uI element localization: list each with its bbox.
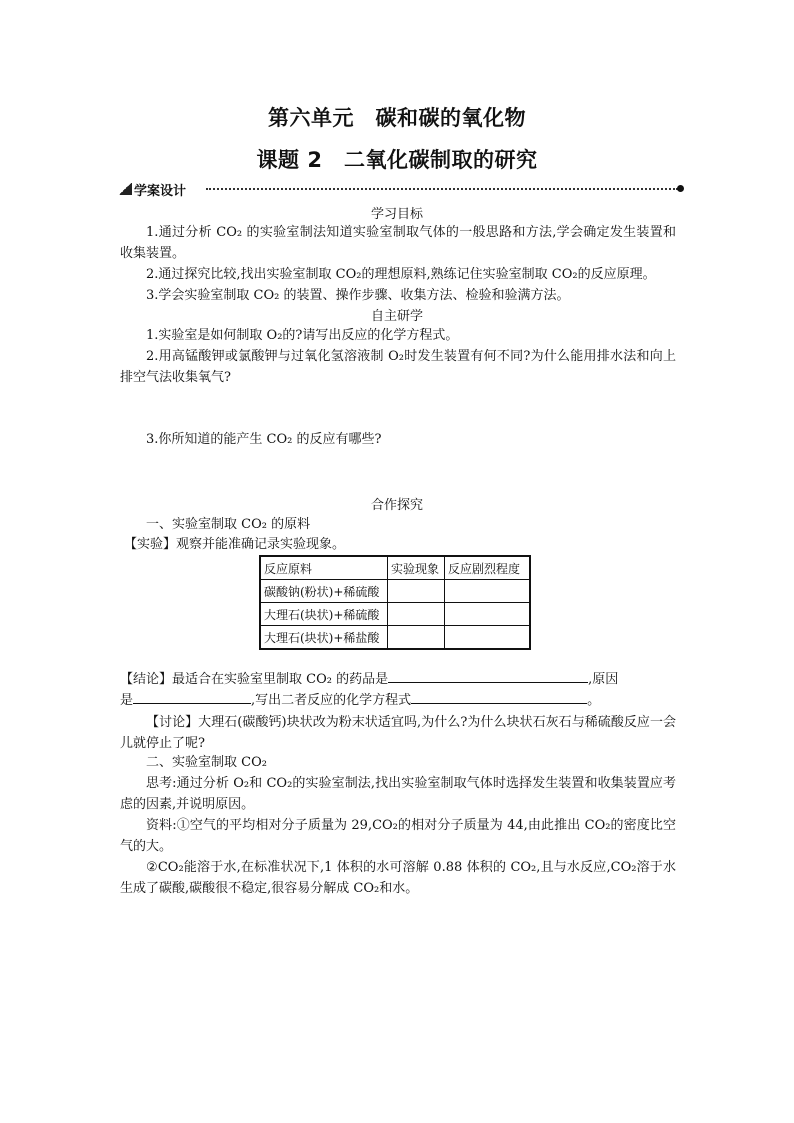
self-question-3: 3.你所知道的能产生 CO₂ 的反应有哪些? [146, 432, 382, 447]
answer-blank[interactable] [388, 668, 588, 683]
lesson-title: 课题 2 二氧化碳制取的研究 [256, 148, 538, 172]
conclusion-text: 是 [120, 693, 134, 708]
experiment-table [259, 555, 531, 650]
heading-cooperative: 合作探究 [370, 498, 423, 513]
table-row [260, 626, 530, 650]
conclusion-text: 【结论】最适合在实验室里制取 CO₂ 的药品是 [120, 672, 389, 687]
goal-item: 3.学会实验室制取 CO₂ 的装置、操作步骤、收集方法、检验和验满方法。 [146, 288, 570, 303]
conclusion-text: 。 [587, 693, 601, 708]
table-header: 实验现象 [388, 556, 445, 580]
table-cell-blank [445, 603, 531, 626]
experiment-instruction: 【实验】观察并能准确记录实验现象。 [124, 537, 346, 552]
rule-end-dot [677, 185, 684, 192]
conclusion-line-1 [120, 668, 676, 690]
think-question: 思考:通过分析 O₂和 CO₂的实验室制法,找出实验室制取气体时选择发生装置和收集装置应考虑的因素,并说明原因。 [120, 776, 676, 812]
table-cell-blank [445, 626, 531, 650]
goal-item: 1.通过分析 CO₂ 的实验室制法知道实验室制取气体的一般思路和方法,学会确定发生装置和收集装置。 [120, 225, 676, 261]
table-header: 反应剧烈程度 [445, 556, 531, 580]
heading-self-study: 自主研学 [370, 309, 423, 324]
table-cell: 大理石(块状)+稀盐酸 [260, 626, 388, 650]
table-cell: 碳酸钠(粉状)+稀硫酸 [260, 580, 388, 603]
part-1-heading: 一、实验室制取 CO₂ 的原料 [146, 517, 311, 532]
table-row [260, 580, 530, 603]
self-question-1: 1.实验室是如何制取 O₂的?请写出反应的化学方程式。 [146, 328, 459, 343]
table-cell-blank [388, 626, 445, 650]
dotted-rule [206, 188, 678, 190]
table-cell: 大理石(块状)+稀硫酸 [260, 603, 388, 626]
band-label: 学案设计 [134, 184, 187, 199]
section-band [118, 180, 684, 198]
table-header-row [260, 556, 530, 580]
discussion: 【讨论】大理石(碳酸钙)块状改为粉末状适宜吗,为什么?为什么块状石灰石与稀硫酸反应一会儿就停止了呢? [120, 715, 676, 751]
info-1: 资料:①空气的平均相对分子质量为 29,CO₂的相对分子质量为 44,由此推出 CO₂的密度比空气的大。 [120, 818, 676, 854]
table-cell-blank [388, 580, 445, 603]
table-row [260, 603, 530, 626]
band-wedge-icon [118, 183, 132, 195]
answer-blank[interactable] [133, 689, 251, 704]
answer-blank[interactable] [411, 689, 587, 704]
conclusion-text: ,写出二者反应的化学方程式 [251, 693, 412, 708]
self-question-2: 2.用高锰酸钾或氯酸钾与过氧化氢溶液制 O₂时发生装置有何不同?为什么能用排水法和向上排空气法收集氧气? [120, 349, 676, 385]
part-2-heading: 二、实验室制取 CO₂ [146, 755, 267, 770]
unit-title: 第六单元 碳和碳的氧化物 [268, 106, 526, 130]
info-2: ②CO₂能溶于水,在标准状况下,1 体积的水可溶解 0.88 体积的 CO₂,且与水反应,CO₂溶于水生成了碳酸,碳酸很不稳定,很容易分解成 CO₂和水。 [120, 860, 676, 896]
table-cell-blank [388, 603, 445, 626]
heading-goals: 学习目标 [370, 207, 423, 222]
conclusion-text: ,原因 [588, 672, 619, 687]
table-cell-blank [445, 580, 531, 603]
conclusion-line-2 [120, 689, 676, 711]
goal-item: 2.通过探究比较,找出实验室制取 CO₂的理想原料,熟练记住实验室制取 CO₂的反应原理。 [146, 267, 656, 282]
table-header: 反应原料 [260, 556, 388, 580]
